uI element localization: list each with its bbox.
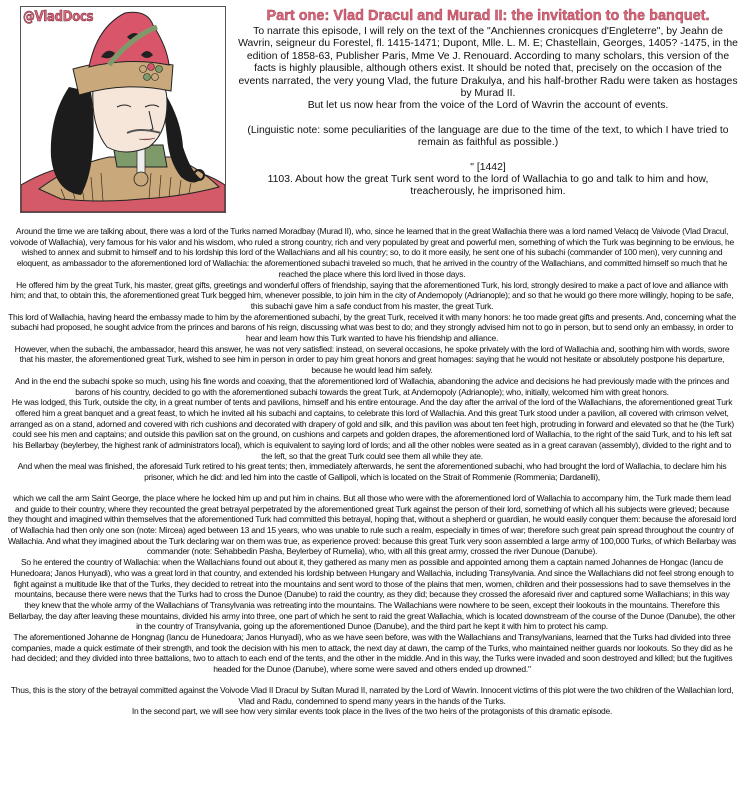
watermark-label: @VladDocs bbox=[23, 9, 94, 25]
intro-paragraph: To narrate this episode, I will rely on the text of the "Anchiennes cronicques d'Engleterre", by Jeahn de Wavrin, seigneur du Forestel, fl. 1415-1471; Dupont, Mlle. L. M. E; Chastellain, Georges, 1405? -1475, in the edition of 1858-63, Publisher Paris, Mme Ve J. Renouard. According to many scholars, this version of the facts is highly plausible, although others exist. It should be noted that, precisely on the occasion of the events narrated, the very young Vlad, the future Drakulya, and his half-brother Radu were taken as hostages by Murad II. bbox=[238, 26, 738, 100]
body-paragraph: Around the time we are talking about, there was a lord of the Turks named Moradbay (Murad II), who, since he learned that in the great Wallachia there was a lord named Velacq de Vaivode (Vlad Dracul, voivode of Wallachia), very famous for his valor and his wisdom, who ruled a strong country, rich and very populated by great and powerful men, something of which the Turk was beginning to be envious, he wished to annex and submit to himself and to his lordship this lord of the Wallachians and all his country; so, to do it more easily, he sent one of his subachi (commander of 100 men), very cunning and eloquent, as ambassador to the aforementioned lord of Wallachia: the aforementioned subachi traveled so much, that he arrived in the country of the Wallachians, and committed himself so much that he reached the place where this lord lived in those days. bbox=[10, 226, 734, 279]
intro-block bbox=[238, 8, 738, 199]
linguistic-note: (Linguistic note: some peculiarities of the language are due to the time of the text, to which I have tried to remain as faithful as possible.) bbox=[247, 124, 729, 149]
body-paragraph: He was lodged, this Turk, outside the city, in a great number of tents and pavilions, himself and his entire entourage. And the day after the arrival of the lord of the Wallachians, the aforementioned great Turk offered him a great banquet and a great feast, to which he invited all his subachi and captains, to celebrate this lord of Wallachia. And this great Turk stood under a pavilion, all covered with crimson velvet, arranged as on a stand, adorned and covered with rich cushions and decorated with drapery of gold and silk, and this pavilion was about ten feet high, protruding in forward and elevated so that he (the Turk) could see his men and captains; and outside this pavilion sat on the ground, on cushions and carpets and golden drapes, the aforementioned lord of Wallachia, to the right of the said Turk, and to his left sat his Bellarbay (beylerbey, the highest rank of administrators local), which is equivalent to saying lord of lords; and all the other nobles were seated as in a great caravan (assembly), divided to the right and to the left, so that the great Turk could see them all while they ate. bbox=[10, 397, 734, 461]
portrait-image bbox=[20, 6, 226, 213]
body-paragraph: And in the end the subachi spoke so much, using his fine words and coaxing, that the aforementioned lord of Wallachia, abandoning the advice and decisions he had previously made with the princes and barons of his country, decided to go with the aforementioned subachi towards the great Turk, at Andernopoly (Adrianople); who, initially, welcomed him with great honors. bbox=[14, 375, 730, 397]
closing-paragraph: Thus, this is the story of the betrayal committed against the Voivode Vlad II Dracul by Sultan Murad II, narrated by the Lord of Wavrin. Innocent victims of this plot were the two children of the Wallachian lord, Vlad and Radu, condemned to spend many years in the hands of the Turks. bbox=[10, 684, 734, 706]
body-paragraph: which we call the arm Saint George, the place where he locked him up and put him in chains. But all those who were with the aforementioned lord of Wallachia to accompany him, the Turk made them lead and guide to their country, where they recounted the great betrayal perpetrated by the aforementioned great Turk against the person of their lord, something of which all his subjects were grieved; because they thought and imagined within themselves that the aforementioned Turk had committed this betrayal, hoping that, without a shepherd or guardian, he would easily conquer them: because the aforesaid lord of Wallachia had then only one son (note: Mircea) aged between 13 and 15 years, who was unable to rule such a realm, especially in times of war; therefore such great pain spread throughout the country of Wallachia. And what they imagined about the Turk declaring war on them was true, as experience proved: because this great Turk very soon assembled a large army of 100,000 Turks, of which Beilarbay was commander (note: Sehabbedin Pasha, Beylerbey of Rumelia), who, with all this great army, crossed the river Dunoue (Danube). bbox=[7, 492, 737, 557]
header-section bbox=[0, 0, 744, 222]
body-text bbox=[8, 226, 737, 717]
body-paragraph: So he entered the country of Wallachia: when the Wallachians found out about it, they gathered as many men as possible and appointed among them a captain named Johannes de Hongac (Iancu de Hunedoara; Janos Hunyadi), who was a great lord in that country, and extended his lordship between Hungary and Wallachia, including Transylvania. And since the Wallachians did not feel strong enough to fight against a multitude like that of the Turks, they decided to retreat into the mountains and sent word to those of the plains that men, women, children and their possessions had to save themselves in the mountains, because there were news that the Turks had to cross the Dunoe (Danube) to raid the country, as they did; because they crossed the aforesaid river and captured some Wallachians; in this way they knew that the whole army of the Wallachians of Transylvania was retreating into the mountains. The Wallachians were nowhere to be seen, except their lookouts in the mountains. Therefore this Bellarbay, the day after leaving these mountains, divided his army into three, one part of which he sent to raid the great Wallachia, which is located downstream of the course of the Dunoe (Danube), the other in the country of Transylvania, going up the aforementioned Dunoe (Danube), and the third part he kept it with him to protect his camp. bbox=[8, 557, 736, 632]
body-paragraph: He offered him by the great Turk, his master, great gifts, greetings and wonderful offers of friendship, saying that the aforementioned Turk, his lord, strongly desired to make a pact of love and alliance with him; and that, to obtain this, the aforementioned great Turk begged him, whenever possible, to join him in the city of Andernopoly (Adrianople); and so that he would go there more willingly, hoping to be safe, this subachi gave him a safe conduct from his master, the great Turk. bbox=[10, 279, 734, 311]
chapter-heading: 1103. About how the great Turk sent word to the lord of Wallachia to go and talk to him and how, treacherously, he imprisoned him. bbox=[267, 174, 709, 198]
body-paragraph: This lord of Wallachia, having heard the embassy made to him by the aforementioned subachi, by the great Turk, received it with many honors: he too made great gifts and presents. And, concerning what the subachi had proposed, he sought advice from the princes and barons of his reign, discussing what was best to do; and they strongly advised him not to go in person, but to send only an embassy, in order to hear and learn how this Turk wanted to have his friendship and alliance. bbox=[8, 311, 736, 344]
closing-paragraph: In the second part, we will see how very similar events took place in the lives of the two heirs of the protagonists of this dramatic episode. bbox=[131, 706, 613, 717]
body-paragraph: However, when the subachi, the ambassador, heard this answer, he was not very satisfied: instead, on several occasions, he spoke privately with the lord of Wallachia and, soothing him with words, swore that his master, the aforementioned great Turk, wished to see him in person in order to pay him great honors and great homages: saying that he would not hesitate or absolutely postpone his departure, because he would lead him safely. bbox=[14, 343, 730, 376]
vlad-portrait-illustration bbox=[21, 7, 225, 212]
intro-paragraph: But let us now hear from the voice of the Lord of Wavrin the account of events. bbox=[307, 100, 669, 112]
body-paragraph: The aforementioned Johanne de Hongnag (Iancu de Hunedoara; Janos Hunyadi), who as we have seen before, was with the Wallachians and Transylvanians, learned that the Turks had divided into three companies, made a quick estimate of their strength, and took the decision with his men to attack, the next day at dawn, the camp of the Turks, who maintained neither guards nor lookouts. So they did as he had decided; and they divided into three battalions, two to attach to each end of the tents, and the other in the middle. And in this way, the Turks were invaded and soon destroyed and killed; but the fugitives headed for the Dunoe (Danube), where some were saved and others ended up drowned." bbox=[11, 632, 733, 675]
body-paragraph: And when the meal was finished, the aforesaid Turk retired to his great tents; then, immediately afterwards, he sent the aforementioned subachi, who had brought the lord of Wallachia, to declare him his prisoner, which he did: and led him into the castle of Gallipoli, which is located on the Strait of Rommenie (Rommenia; Dardanelli), bbox=[17, 461, 727, 483]
year-marker: " [1442] bbox=[470, 161, 506, 173]
page-title: Part one: Vlad Dracul and Murad II: the invitation to the banquet. bbox=[266, 8, 710, 24]
